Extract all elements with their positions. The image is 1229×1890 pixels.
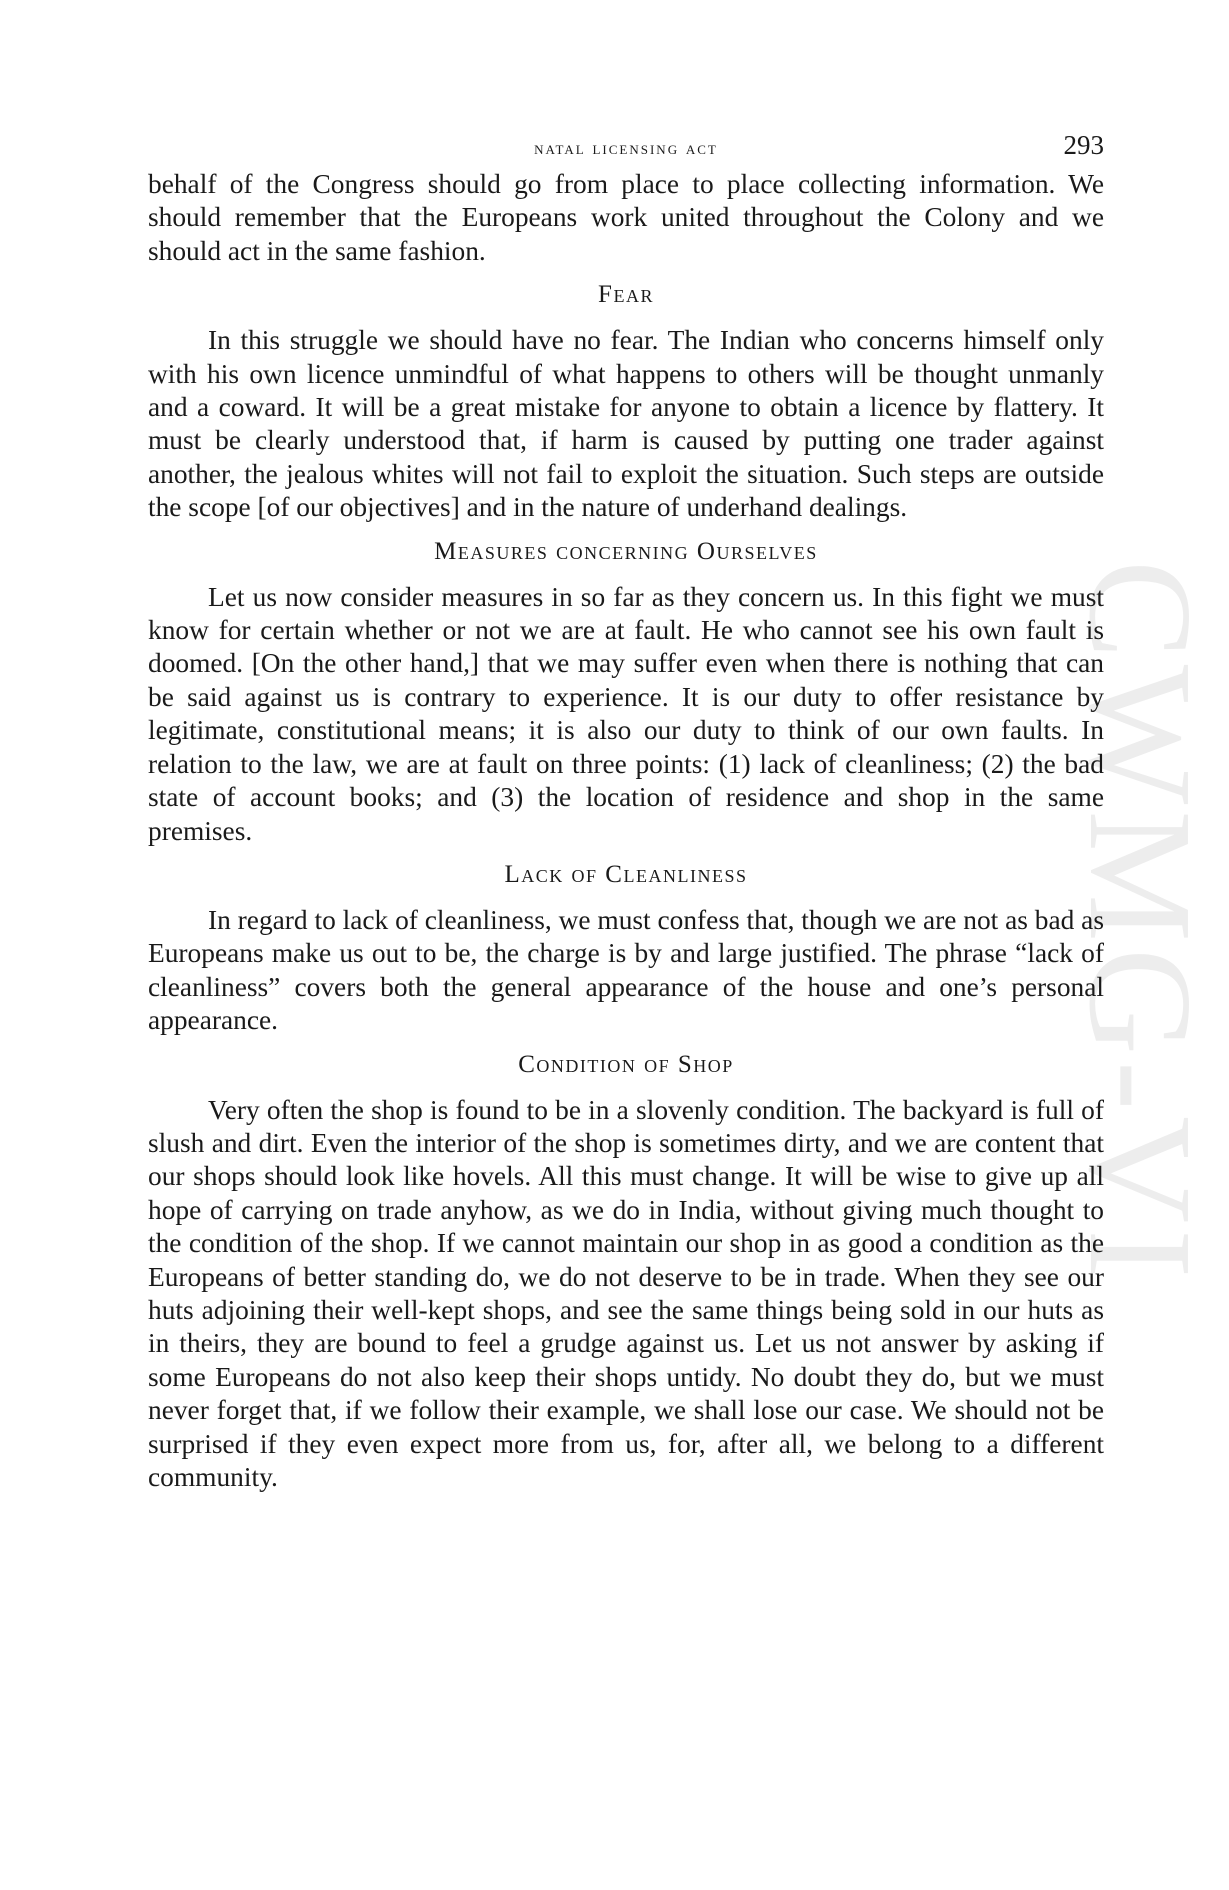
page-number: 293 xyxy=(1063,130,1104,160)
watermark: CWMG-VI xyxy=(1058,560,1222,1285)
running-head xyxy=(148,128,1104,168)
paragraph-cleanliness: In regard to lack of cleanliness, we must confess that, though we are not as bad as Europeans make us out to be, the charge is by and large justified. The phrase “lack of cleanliness” covers both the general appearance of the house and one’s personal appearance. xyxy=(148,904,1105,1036)
paragraph-continuation: behalf of the Congress should go from place to place collecting information. We should remember that the Europeans work united throughout the Colony and we should act in the same fashion. xyxy=(148,169,1104,266)
body-text xyxy=(148,168,1104,1494)
section-heading-measures: Measures concerning Ourselves xyxy=(434,537,818,565)
paragraph-shop: Very often the shop is found to be in a slovenly condition. The backyard is full of slush and dirt. Even the interior of the shop is sometimes dirty, and we are content that our shops should look like hovels. All this must change. It will be wise to give up all hope of carrying on trade anyhow, as we do in India, without giving much thought to the condition of the shop. If we cannot maintain our shop in as good a condition as the Europeans of better standing do, we do not deserve to be in trade. When they see our huts adjoining their well-kept shops, and see the same things being sold in our huts as in theirs, they are bound to feel a grudge against us. Let us not answer by asking if some Europeans do not also keep their shops untidy. No doubt they do, but we must never forget that, if we follow their example, we shall lose our case. We should not be surprised if they even expect more from us, for, after all, we belong to a different community. xyxy=(148,1094,1104,1492)
page xyxy=(148,128,1104,1494)
paragraph-measures: Let us now consider measures in so far as they concern us. In this fight we must know for certain whether or not we are at fault. He who cannot see his own fault is doomed. [On the other hand,] that we may suffer even when there is nothing that can be said against us is contrary to experience. It is our duty to offer resistance by legitimate, constitutional means; it is also our duty to think of our own faults. In relation to the law, we are at fault on three points: (1) lack of cleanliness; (2) the bad state of account books; and (3) the location of residence and shop in the same premises. xyxy=(148,581,1104,846)
section-heading-shop: Condition of Shop xyxy=(518,1050,734,1078)
section-heading-fear: Fear xyxy=(598,281,654,309)
running-title: natal licensing act xyxy=(534,138,718,159)
section-heading-cleanliness: Lack of Cleanliness xyxy=(504,860,748,888)
paragraph-fear: In this struggle we should have no fear. The Indian who concerns himself only with his own licence unmindful of what happens to others will be thought unmanly and a coward. It will be a great mistake for anyone to obtain a licence by flattery. It must be clearly understood that, if harm is caused by putting one trader against another, the jealous whites will not fail to exploit the situation. Such steps are outside the scope [of our objectives] and in the nature of underhand dealings. xyxy=(148,325,1104,523)
